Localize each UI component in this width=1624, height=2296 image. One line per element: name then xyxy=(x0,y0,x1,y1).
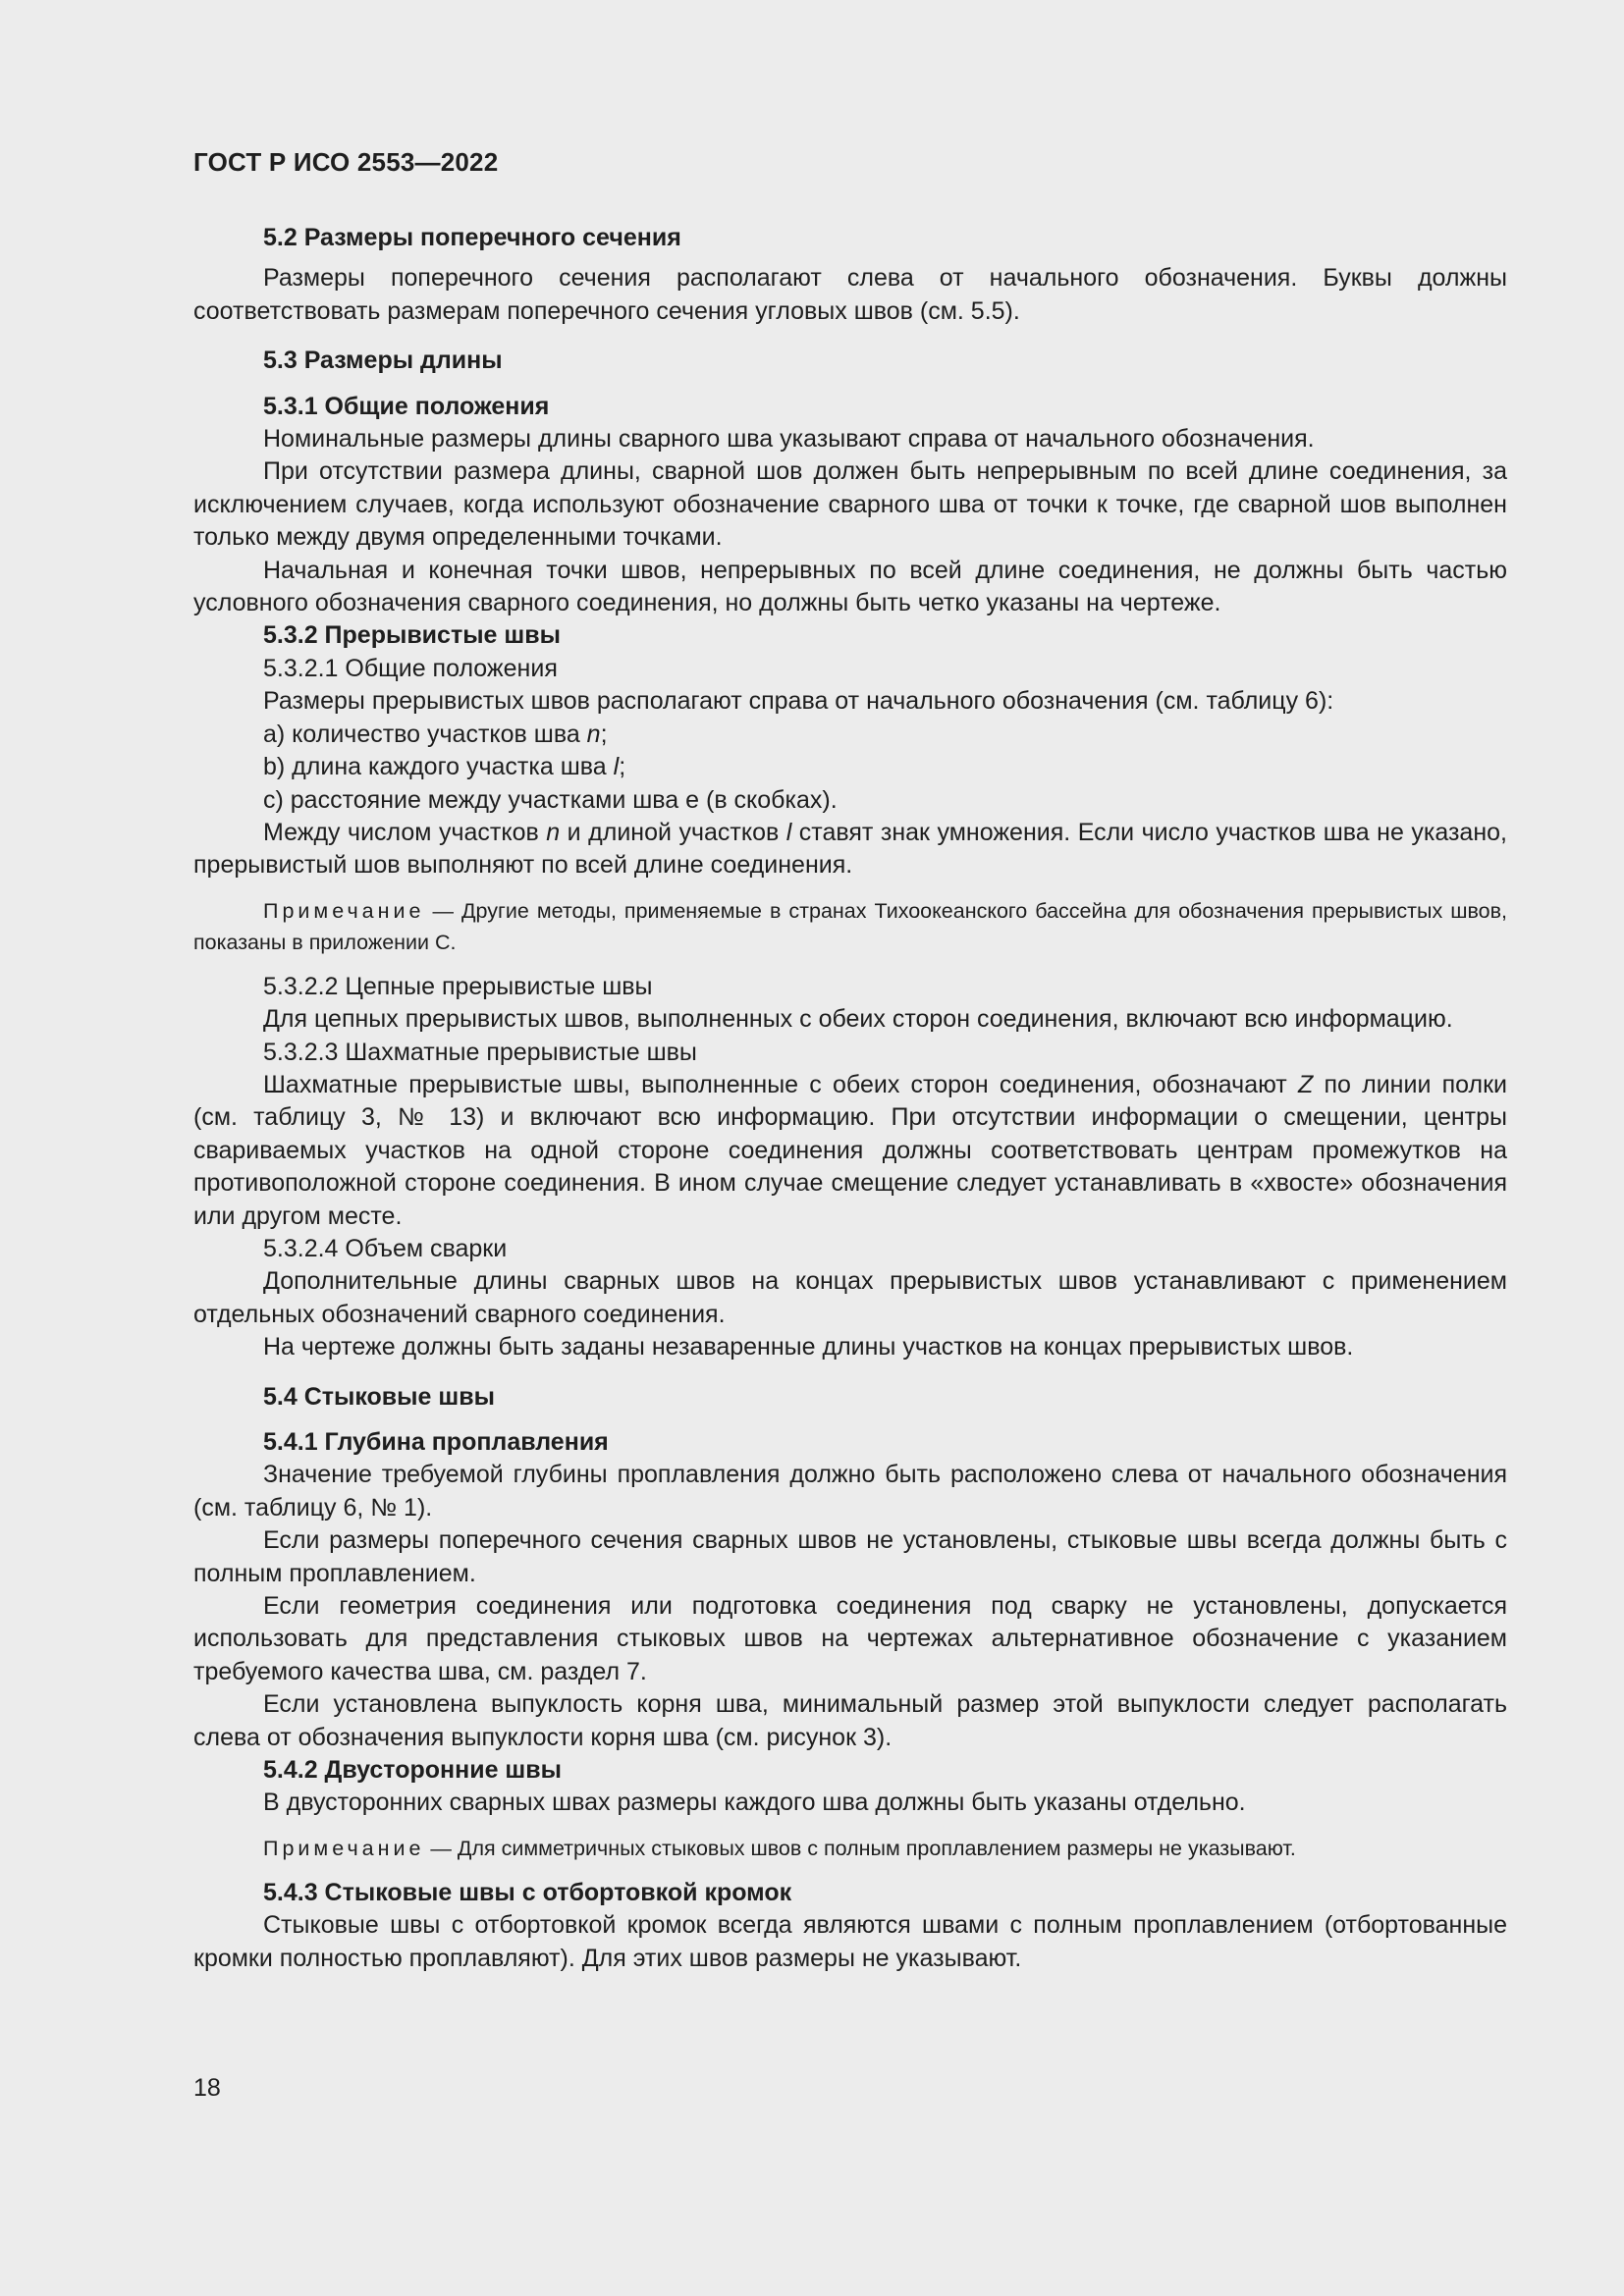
section-5-2-title: 5.2 Размеры поперечного сечения xyxy=(263,224,681,251)
page-number: 18 xyxy=(193,2074,221,2102)
note-label: Примечание xyxy=(263,1836,425,1860)
paragraph: Если геометрия соединения или подготовка соединения под сварку не установлены, допускается использовать для представления стыковых швов на чертежах альтернативное обозначение с указанием требуемого качества шва, см. раздел 7. xyxy=(193,1592,1507,1685)
paragraph: Дополнительные длины сварных швов на концах прерывистых швов устанавливают с применением отдельных обозначений сварного соединения. xyxy=(193,1267,1507,1328)
paragraph: Начальная и конечная точки швов, непрерывных по всей длине соединения, не должны быть частью условного обозначения сварного соединения, но должны быть четко указаны на чертеже. xyxy=(193,556,1507,617)
paragraph: Стыковые швы с отбортовкой кромок всегда являются швами с полным проплавлением (отбортованные кромки полностью проплавляют). Для этих швов размеры не указывают. xyxy=(193,1911,1507,1972)
paragraph: Между числом участков n и длиной участков l ставят знак умножения. Если число участков шва не указано, прерывистый шов выполняют по всей длине соединения. xyxy=(193,818,1507,880)
note: Примечание — Другие методы, применяемые в странах Тихоокеанского бассейна для обозначения прерывистых швов, показаны в приложении С. xyxy=(193,898,1507,954)
paragraph: Если размеры поперечного сечения сварных швов не установлены, стыковые швы всегда должны быть с полным проплавлением. xyxy=(193,1526,1507,1587)
document-body xyxy=(193,222,1507,1975)
paragraph: При отсутствии размера длины, сварной шов должен быть непрерывным по всей длине соединения, за исключением случаев, когда используют обозначение сварного шва от точки к точке, где сварной шов выполнен только между двумя определенными точками. xyxy=(193,457,1507,552)
paragraph: Для цепных прерывистых швов, выполненных с обеих сторон соединения, включают всю информацию. xyxy=(263,1005,1453,1034)
note-label: Примечание xyxy=(263,898,425,923)
section-5-4-2-title: 5.4.2 Двусторонние швы xyxy=(263,1756,562,1785)
section-5-4-1-title: 5.4.1 Глубина проплавления xyxy=(263,1428,609,1456)
section-5-4-title: 5.4 Стыковые швы xyxy=(263,1382,495,1411)
list-item-c: c) расстояние между участками шва e (в скобках). xyxy=(263,785,838,814)
paragraph: В двусторонних сварных швах размеры каждого шва должны быть указаны отдельно. xyxy=(263,1789,1246,1817)
section-5-3-2-1-title: 5.3.2.1 Общие положения xyxy=(263,654,558,682)
paragraph: На чертеже должны быть заданы незаваренные длины участков на концах прерывистых швов. xyxy=(263,1333,1354,1362)
section-5-3-title: 5.3 Размеры длины xyxy=(263,347,503,375)
paragraph: Если установлена выпуклость корня шва, минимальный размер этой выпуклости следует располагать слева от обозначения выпуклости корня шва (см. рисунок 3). xyxy=(193,1690,1507,1751)
paragraph: Значение требуемой глубины проплавления должно быть расположено слева от начального обозначения (см. таблицу 6, № 1). xyxy=(193,1461,1507,1522)
paragraph: Номинальные размеры длины сварного шва указывают справа от начального обозначения. xyxy=(263,425,1315,454)
document-header: ГОСТ Р ИСО 2553—2022 xyxy=(193,147,499,177)
section-5-3-1-title: 5.3.1 Общие положения xyxy=(263,392,550,420)
list-item-a: a) количество участков шва n; xyxy=(263,720,608,748)
paragraph: Шахматные прерывистые швы, выполненные с обеих сторон соединения, обозначают Z по линии полки (см. таблицу 3, № 13) и включают всю информацию. При отсутствии информации о смещении, центры свариваемых участков на одной стороне соединения должны соответствовать центрам промежутков на противоположной стороне соединения. В ином случае смещение следует устанавливать в «хвосте» обозначения или другом месте. xyxy=(193,1070,1507,1230)
section-5-3-2-3-title: 5.3.2.3 Шахматные прерывистые швы xyxy=(263,1038,697,1066)
section-5-3-2-4-title: 5.3.2.4 Объем сварки xyxy=(263,1234,508,1262)
section-5-4-3-title: 5.4.3 Стыковые швы с отбортовкой кромок xyxy=(263,1878,792,1906)
note: Примечание — Для симметричных стыковых швов с полным проплавлением размеры не указывают. xyxy=(263,1836,1296,1860)
section-5-3-2-2-title: 5.3.2.2 Цепные прерывистые швы xyxy=(263,972,653,1000)
list-item-b: b) длина каждого участка шва l; xyxy=(263,753,626,781)
section-5-3-2-title: 5.3.2 Прерывистые швы xyxy=(263,621,561,650)
paragraph: Размеры прерывистых швов располагают справа от начального обозначения (см. таблицу 6): xyxy=(263,687,1334,716)
paragraph: Размеры поперечного сечения располагают слева от начального обозначения. Буквы должны соответствовать размерам поперечного сечения угловых швов (см. 5.5). xyxy=(193,264,1507,325)
